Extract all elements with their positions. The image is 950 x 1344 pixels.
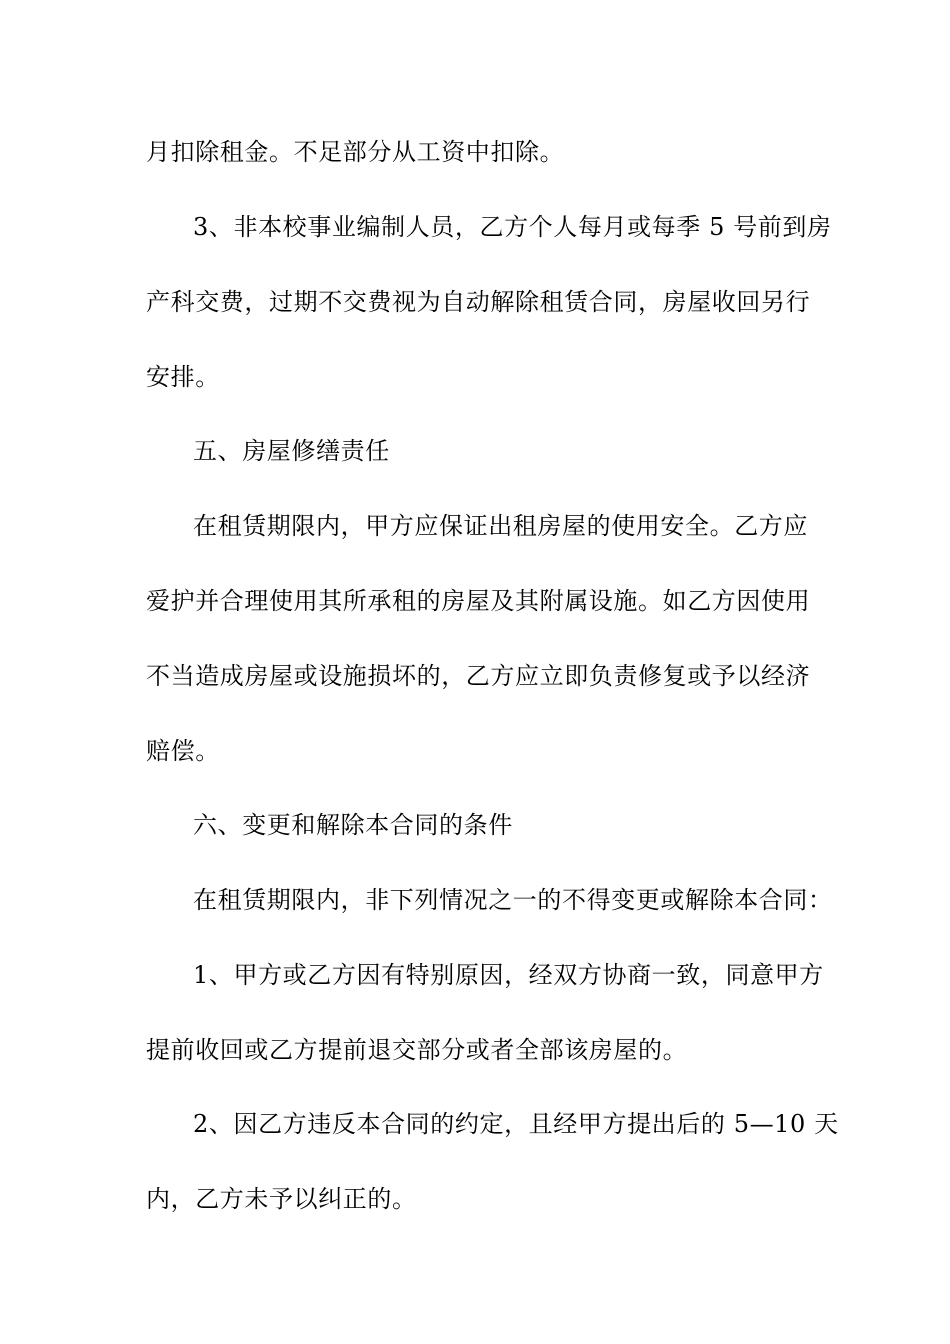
paragraph-line: 爱护并合理使用其所承租的房屋及其附属设施。如乙方因使用 [146,587,811,615]
paragraph-line: 2、因乙方违反本合同的约定，且经甲方提出后的 5—10 天 [193,1110,839,1138]
paragraph-line: 产科交费，过期不交费视为自动解除租赁合同，房屋收回另行 [146,288,811,316]
paragraph-line: 赔偿。 [146,737,220,765]
paragraph-line: 3、非本校事业编制人员，乙方个人每月或每季 5 号前到房 [193,213,832,241]
paragraph-line: 在租赁期限内，非下列情况之一的不得变更或解除本合同： [193,886,833,914]
section-heading: 五、房屋修缮责任 [193,437,390,465]
paragraph-line: 不当造成房屋或设施损坏的，乙方应立即负责修复或予以经济 [146,662,811,690]
paragraph-line: 1、甲方或乙方因有特别原因，经双方协商一致，同意甲方 [193,961,824,989]
paragraph-line: 月扣除租金。不足部分从工资中扣除。 [146,138,565,166]
paragraph-line: 在租赁期限内，甲方应保证出租房屋的使用安全。乙方应 [193,512,808,540]
paragraph-line: 安排。 [146,363,220,391]
paragraph-line: 内，乙方未予以纠正的。 [146,1185,417,1213]
paragraph-line: 提前收回或乙方提前退交部分或者全部该房屋的。 [146,1036,688,1064]
section-heading: 六、变更和解除本合同的条件 [193,811,513,839]
